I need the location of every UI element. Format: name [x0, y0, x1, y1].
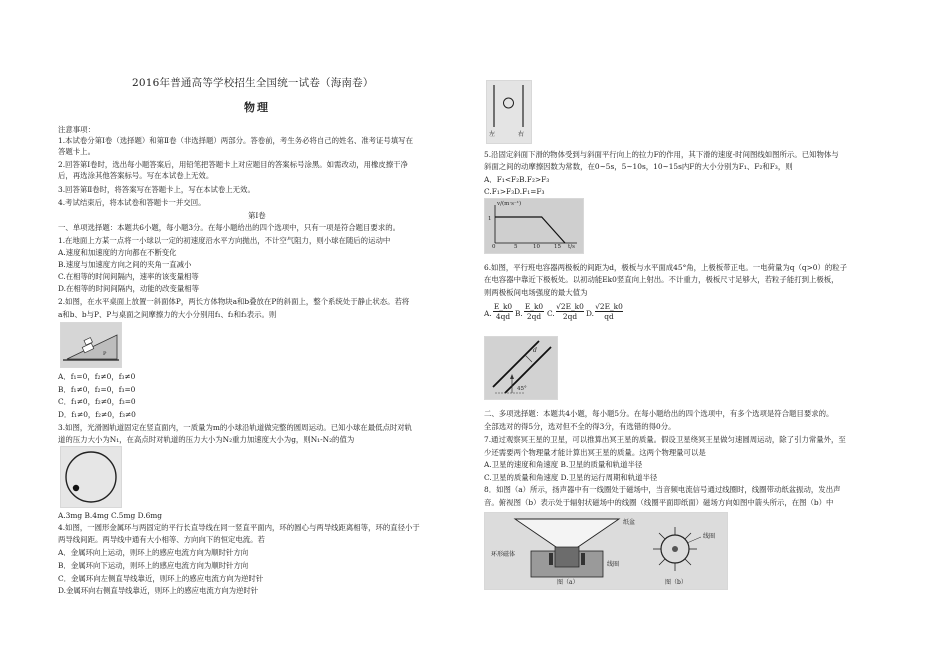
notice-line: 后，再选涂其他答案标号。写在本试卷上无效。 [58, 171, 214, 180]
circle-track-figure [60, 446, 122, 508]
notice-line: 2.回答第Ⅰ卷时，选出每小题答案后，用铅笔把答题卡上对应题目的答案标号涂黑。如需改动，用橡皮擦干净 [58, 160, 408, 169]
numerator: E_k0 [493, 302, 513, 311]
paper-cone-label: 纸盆 [623, 519, 636, 526]
part1-heading: 第Ⅰ卷 [248, 211, 266, 220]
q1-option: C.在相等的时间间隔内，速率的该变量相等 [58, 272, 199, 281]
denominator: 2qd [556, 311, 584, 321]
q2-option: C．f₁≠0，f₂≠0，f₃=0 [58, 397, 136, 406]
vt-xlabel: t/s [568, 244, 575, 250]
q5-option: A．F₁<F₂B.F₂>F₃ [484, 175, 550, 184]
denominator: 4qd [493, 311, 513, 321]
svg-text:P: P [103, 351, 107, 357]
q6-option-b-frac [524, 302, 544, 321]
notice-line: 3.回答第Ⅱ卷时，将答案写在答题卡上，写在本试卷上无效。 [58, 185, 255, 194]
q1-stem: 1.在地面上方某一点将一小球以一定的初速度沿水平方向抛出，不计空气阻力，则小球在随后的运动中 [58, 236, 391, 245]
wire-left-label: 左 [489, 131, 496, 138]
speaker-figure [484, 512, 728, 590]
vt-y-tick: 1 [488, 216, 492, 222]
notice-header: 注意事项： [58, 125, 95, 134]
q7-option: A.卫星的速度和角速度 B.卫星的质量和轨道半径 [484, 460, 643, 469]
figure-b-caption: 图（b） [665, 579, 687, 586]
ring-magnet-label: 环形磁体 [491, 551, 516, 558]
q6-option-label: C. [547, 309, 555, 318]
q5-stem: 斜面之间的动摩擦因数为常数，在0~5s，5~10s，10~15s内F的大小分别为F₁、F₂和F₃，则 [484, 162, 793, 171]
q6-option-label: A. [484, 309, 492, 318]
section1-heading: 一、单项选择题：本题共6小题，每小题3分。在每小题给出的四个选项中，只有一项是符合题目要求的。 [58, 223, 400, 232]
q5-option: C.F₁>F₃D.F₁=F₃ [484, 187, 545, 196]
vt-series-line [495, 217, 565, 243]
numerator: √2E_k0 [595, 302, 623, 311]
q6-option-label: B. [515, 309, 523, 318]
q2-option: D．f₁≠0，f₂≠0，f₃≠0 [58, 410, 136, 419]
q3-stem: 道的压力大小为N₁，在高点时对轨道的压力大小为N₂重力加速度大小为g，则N₁-N₂的值为 [58, 435, 355, 444]
q8-stem: 8．如图（a）所示，扬声器中有一线圈处于磁场中，当音频电流信号通过线圈时，线圈带动纸盆振动，发出声 [484, 485, 841, 494]
q2-option: A．f₁=0，f₂≠0，f₃≠0 [58, 372, 136, 381]
q1-option: D.在相等的时间间隔内，动能的改变量相等 [58, 284, 200, 293]
coil-label: 线圈 [607, 561, 620, 568]
section2-heading: 二、多项选择题：本题共4小题，每小题5分。在每小题给出的四个选项中，有多个选项是符合题目要求的。 [484, 409, 834, 418]
notice-line: 4.考试结束后，将本试卷和答题卡一并交回。 [58, 198, 206, 207]
coil-label-b: 线圈 [703, 533, 716, 540]
q2-stem: 2.如图，在水平桌面上放置一斜面体P，两长方体物块a和b叠放在P的斜面上，整个系统处于静止状态。若将 [58, 297, 410, 306]
q6-options [484, 300, 684, 330]
q1-option: B.速度与加速度方向之间的夹角一直减小 [58, 260, 192, 269]
q4-option: C．金属环向左侧直导线靠近，则环上的感应电流方向为逆时针 [58, 574, 264, 583]
q6-option-c-frac [556, 302, 584, 321]
vt-x-tick: 15 [554, 244, 561, 250]
q4-option: A．金属环向上运动，则环上的感应电流方向为顺时针方向 [58, 548, 249, 557]
paper-title: 2016年普通高等学校招生全国统一试卷（海南卷） [132, 77, 374, 89]
numerator: E_k0 [524, 302, 544, 311]
q6-option-d-frac [595, 302, 623, 321]
q6-option-a-frac [493, 302, 513, 321]
wire-right-label: 右 [518, 131, 525, 138]
q4-stem: 4.如图，一圆形金属环与两固定的平行长直导线在同一竖直平面内，环的圆心与两导线距离相等，环的直径小于 [58, 523, 420, 532]
q7-stem: 7.通过观察冥王星的卫星，可以推算出冥王星的质量。假设卫星绕冥王星做匀速圆周运动，除了引力常量外，至 [484, 435, 846, 444]
q2-stem: a和b、b与P、P与桌面之间摩擦力的大小分别用f₁、f₂和f₃表示。则 [58, 310, 277, 319]
incline-figure [60, 322, 122, 368]
plate-distance-label: d [533, 347, 537, 354]
notice-line: 1.本试卷分第Ⅰ卷（选择题）和第Ⅱ卷（非选择题）两部分。答卷前，考生务必将自己的姓名、准考证号填写在 [58, 136, 413, 145]
q6-stem: 6.如图，平行班电容器两极板的间距为d，极板与水平面成45°角，上极板带正电。一电荷量为q（q>0）的粒子 [484, 263, 848, 272]
q8-stem: 音。俯视图（b）表示处于辐射状磁场中的线圈（线圈平面即纸面）磁场方向如图中箭头所示，在图（b）中 [484, 498, 834, 507]
q5-stem: 5.沿固定斜面下滑的物体受到与斜面平行向上的拉力F的作用，其下滑的速度-时间图线如图所示。已知物体与 [484, 150, 839, 159]
vt-x-tick: 10 [533, 244, 540, 250]
angle-label: 45° [517, 386, 527, 392]
denominator: qd [595, 311, 623, 321]
q7-stem: 少还需要两个物理量才能计算出冥王星的质量。这两个物理量可以是 [484, 448, 706, 457]
vt-ylabel: v/(m·s⁻¹) [497, 201, 522, 207]
subject-title: 物理 [244, 101, 270, 114]
q1-option: A.速度和加速度的方向都在不断变化 [58, 248, 177, 257]
section2-heading: 全部选对的得5分，选对但不全的得3分，有选错的得0分。 [484, 422, 676, 431]
figure-a-caption: 图（a） [557, 579, 579, 586]
q7-option: C.卫星的质量和角速度 D.卫星的运行周期和轨道半径 [484, 473, 658, 482]
numerator: √2E_k0 [556, 302, 584, 311]
wires-ring-figure [486, 80, 532, 144]
q3-stem: 3.如图，光滑圆轨道固定在竖直面内，一质量为m的小球沿轨道做完整的圆周运动。已知小球在最低点时对轨 [58, 423, 413, 432]
notice-line: 答题卡上。 [58, 147, 95, 156]
q4-stem: 两导线间距。两导线中通有大小相等、方向向下的恒定电流。若 [58, 535, 265, 544]
vt-graph [484, 198, 584, 254]
q6-option-label: D. [586, 309, 595, 318]
capacitor-figure [484, 336, 558, 400]
q6-stem: 则两极板间电场强度的最大值为 [484, 288, 588, 297]
vt-x-tick: 0 [492, 244, 496, 250]
denominator: 2qd [524, 311, 544, 321]
q3-options: A.3mg B.4mg C.5mg D.6mg [58, 511, 163, 520]
q6-stem: 在电容器中靠近下极板处。以初动能Ek0竖直向上射出。不计重力，极板尺寸足够大，若粒子能打到上极板， [484, 275, 839, 284]
q2-option: B．f₁≠0，f₂=0，f₃=0 [58, 385, 136, 394]
q4-option: B．金属环向下运动，则环上的感应电流方向为顺时针方向 [58, 561, 249, 570]
q4-option: D.金属环向右侧直导线靠近，则环上的感应电流方向为逆时针 [58, 586, 259, 595]
vt-x-tick: 5 [514, 244, 518, 250]
